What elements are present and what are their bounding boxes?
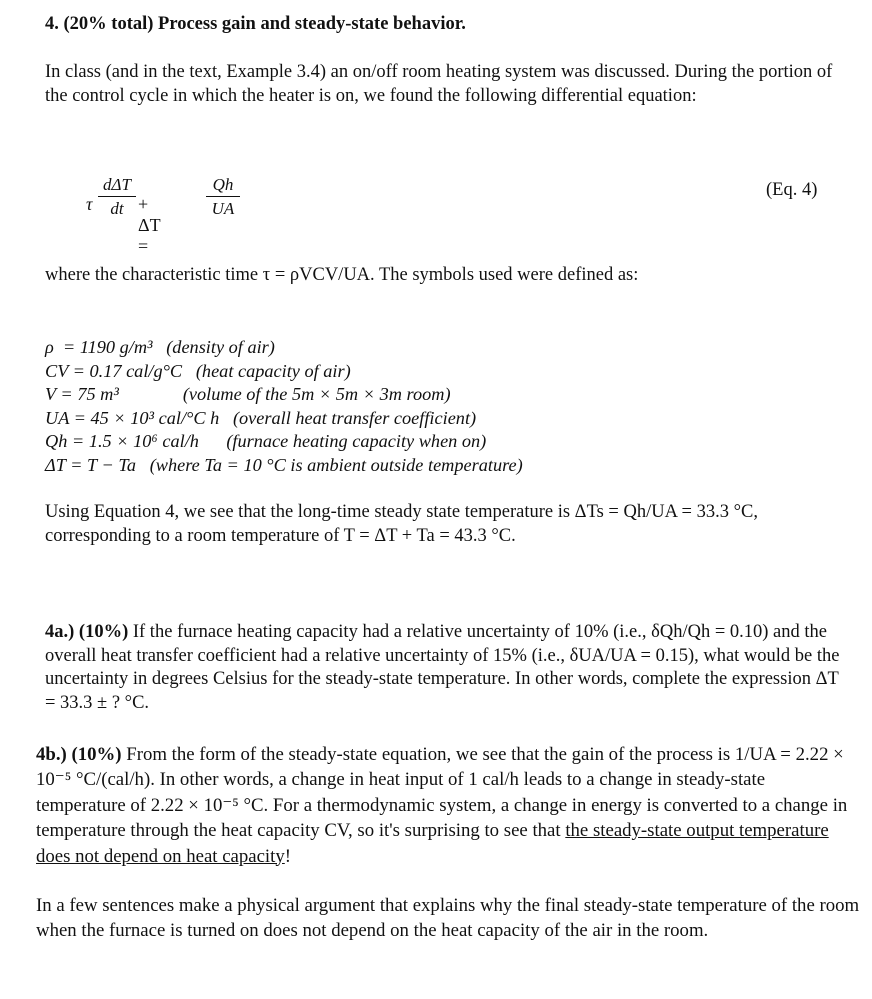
definition-rho: ρ = 1190 g/m³ (density of air): [45, 337, 275, 357]
question-4b: [36, 742, 856, 869]
equation-lhs-numerator: dΔT: [103, 175, 131, 194]
question-4b-text: From the form of the steady-state equation, we see that the gain of the process is 1/UA = 2.22 × 10⁻⁵ °C/(cal/h). In other words, a change in heat input of 1 cal/h leads to a change in steady-state temperature of 2.22 × 10⁻⁵ °C. For a thermodynamic system, a change in energy is converted to a change in temperature through the heat capacity CV, so it's surprising to see that: [36, 744, 848, 842]
question-4a-label: 4a.) (10%): [45, 622, 129, 642]
equation-rhs-fraction: [206, 175, 240, 219]
symbol-definitions: [45, 336, 523, 478]
definition-delta-t: ΔT = T − Ta (where Ta = 10 °C is ambient outside temperature): [45, 454, 523, 475]
question-4b-end: !: [284, 845, 292, 867]
intro-paragraph: In class (and in the text, Example 3.4) an on/off room heating system was discussed. During the portion of the control cycle in which the heater is on, we found the following differential equation:: [45, 62, 833, 106]
question-4a: [45, 621, 845, 715]
equation-label: (Eq. 4): [766, 180, 818, 200]
question-4b-underlined: the steady-state output temperature does not depend on heat capacity: [36, 820, 829, 867]
definition-ua: UA = 45 × 10³ cal/°C h (overall heat transfer coefficient): [45, 407, 477, 428]
question-heading: 4. (20% total) Process gain and steady-state behavior.: [45, 14, 466, 34]
definition-qh: Qh = 1.5 × 10⁶ cal/h (furnace heating capacity when on): [45, 431, 487, 452]
equation-rhs-numerator: Qh: [212, 175, 234, 194]
equation-rhs-denominator: UA: [211, 199, 235, 218]
question-4a-text: If the furnace heating capacity had a relative uncertainty of 10% (i.e., δQh/Qh = 0.10) and the overall heat transfer coefficient had a relative uncertainty of 15% (i.e., δUA/UA = 0.15), what would be the uncertainty in degrees Celsius for the steady-state temperature. In other words, complete the expression ΔT = 33.3 ± ? °C.: [45, 622, 840, 713]
definition-volume: V = 75 m³ (volume of the 5m × 5m × 3m room): [45, 384, 451, 405]
closing-paragraph: In a few sentences make a physical argument that explains why the final steady-state temperature of the room when the furnace is turned on does not depend on the heat capacity of the air in the room.: [36, 895, 860, 942]
where-text: where the characteristic time τ = ρVCV/UA. The symbols used were defined as:: [45, 265, 639, 285]
definition-cv: CV = 0.17 cal/g°C (heat capacity of air): [45, 360, 351, 381]
equation-lhs-fraction: [98, 175, 136, 219]
equation-tau: τ: [86, 194, 93, 214]
equation-lhs-denominator: dt: [110, 199, 124, 218]
equation-middle: + ΔT =: [138, 194, 161, 256]
question-4b-label: 4b.) (10%): [36, 744, 122, 765]
steady-state-paragraph: Using Equation 4, we see that the long-time steady state temperature is ΔTs = Qh/UA = 33.3 °C, corresponding to a room temperature of T = ΔT + Ta = 43.3 °C.: [45, 502, 758, 546]
